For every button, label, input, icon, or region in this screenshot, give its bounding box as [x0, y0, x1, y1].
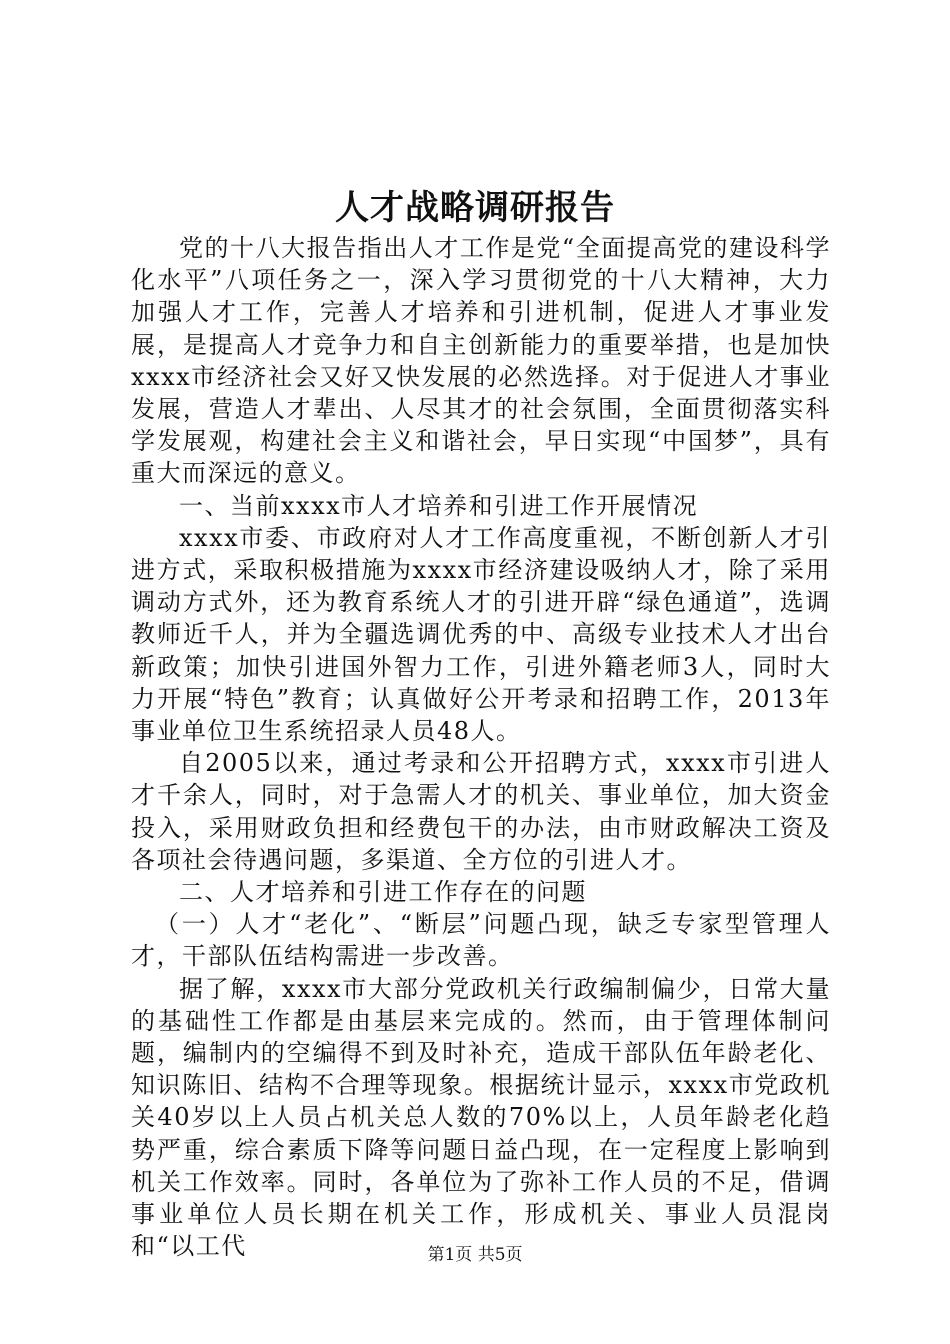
- document-title: 人才战略调研报告: [335, 188, 615, 228]
- page-footer: 第1页 共5页: [427, 1245, 523, 1265]
- section-heading-2: 二、人才培养和引进工作存在的问题: [179, 878, 587, 907]
- document-body: [131, 232, 831, 1263]
- subsection-heading-1: （一）人才“老化”、“断层”问题凸现，缺乏专家型管理人才，干部队伍结构需进一步改善。: [131, 910, 831, 971]
- paragraph-talent-introduction: xxxx市委、市政府对人才工作高度重视，不断创新人才引进方式，采取积极措施为xxxx市经济建设吸纳人才，除了采用调动方式外，还为教育系统人才的引进开辟“绿色通道”，选调教师近千人，并为全疆选调优秀的中、高级专业技术人才出台新政策；加快引进国外智力工作，引进外籍老师3人，同时大力开展“特色”教育；认真做好公开考录和招聘工作，2013年事业单位卫生系统招录人员48人。: [131, 523, 831, 746]
- paragraph-intro: 党的十八大报告指出人才工作是党“全面提高党的建设科学化水平”八项任务之一，深入学习贯彻党的十八大精神，大力加强人才工作，完善人才培养和引进机制，促进人才事业发展，是提高人才竞争力和自主创新能力的重要举措，也是加快xxxx市经济社会又好又快发展的必然选择。对于促进人才事业发展，营造人才辈出、人尽其才的社会氛围，全面贯彻落实科学发展观，构建社会主义和谐社会，早日实现“中国梦”，具有重大而深远的意义。: [131, 234, 831, 488]
- paragraph-recruitment-since-2005: 自2005以来，通过考录和公开招聘方式，xxxx市引进人才千余人，同时，对于急需人才的机关、事业单位，加大资金投入，采用财政负担和经费包干的办法，由市财政解决工资及各项社会待遇问题，多渠道、全方位的引进人才。: [131, 749, 831, 874]
- paragraph-aging-staff: 据了解，xxxx市大部分党政机关行政编制偏少，日常大量的基础性工作都是由基层来完成的。然而，由于管理体制问题，编制内的空编得不到及时补充，造成干部队伍年龄老化、知识陈旧、结构不合理等现象。根据统计显示，xxxx市党政机关40岁以上人员占机关总人数的70%以上，人员年龄老化趋势严重，综合素质下降等问题日益凸现，在一定程度上影响到机关工作效率。同时，各单位为了弥补工作人员的不足，借调事业单位人员长期在机关工作，形成机关、事业人员混岗和“以工代: [131, 974, 831, 1261]
- section-heading-1: 一、当前xxxx市人才培养和引进工作开展情况: [179, 491, 699, 520]
